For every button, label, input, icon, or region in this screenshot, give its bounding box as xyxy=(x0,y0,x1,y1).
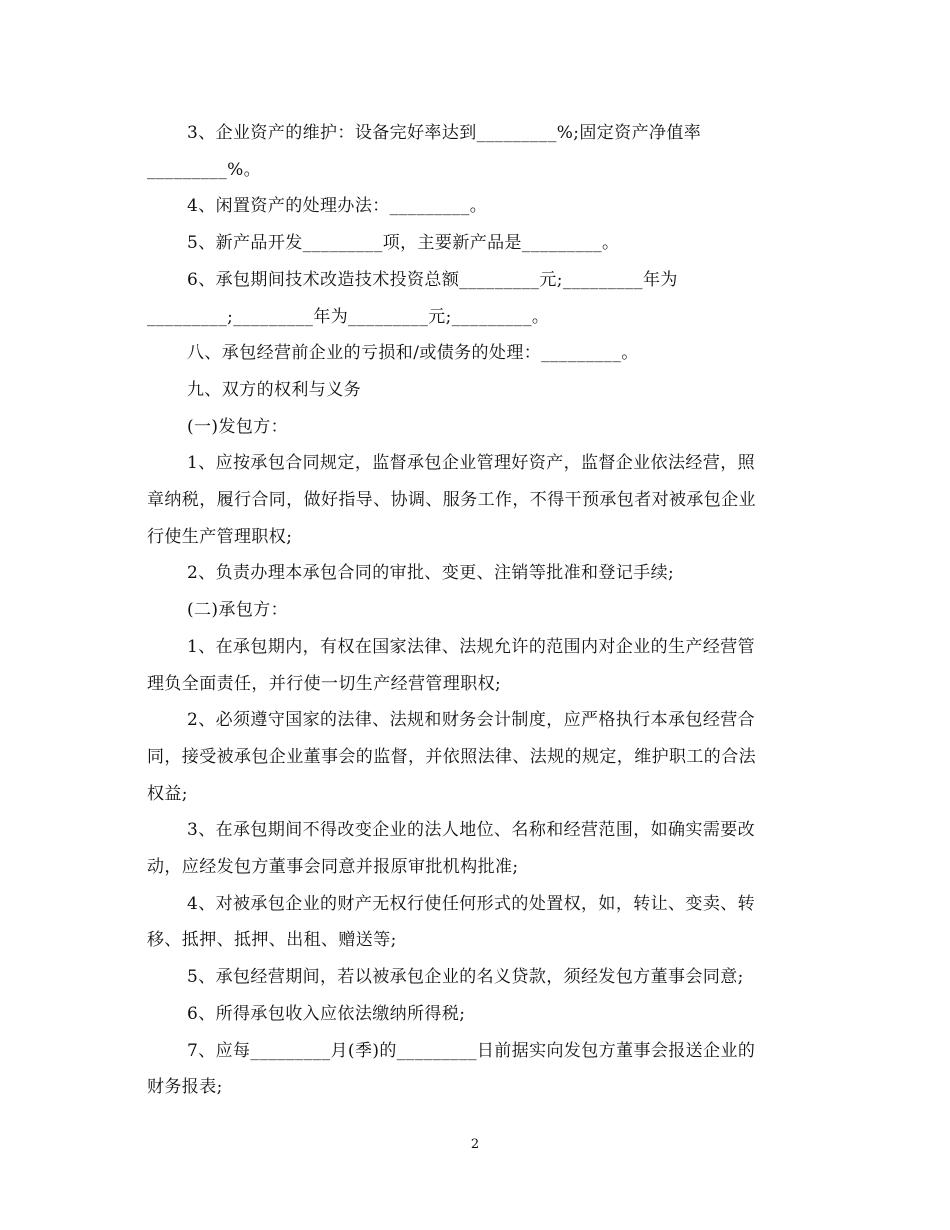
text-line: 5、承包经营期间，若以被承包企业的名义贷款，须经发包方董事会同意; xyxy=(187,967,744,988)
text-line: 财务报表; xyxy=(147,1077,223,1098)
text-line: 权益; xyxy=(147,783,188,804)
text-line: 4、对被承包企业的财产无权行使任何形式的处置权，如，转让、变卖、转 xyxy=(187,893,756,914)
text-line: 行使生产管理职权; xyxy=(147,526,293,547)
text-line: 7、应每_________月(季)的_________日前据实向发包方董事会报送企业的 xyxy=(187,1040,756,1061)
text-line: 章纳税，履行合同，做好指导、协调、服务工作，不得干预承包者对被承包企业 xyxy=(147,490,756,511)
text-line: _________;_________年为_________元;_________。 xyxy=(147,306,550,327)
text-line: 3、在承包期间不得改变企业的法人地位、名称和经营范围，如确实需要改 xyxy=(187,820,756,841)
text-line: (一)发包方： xyxy=(187,416,289,437)
text-line: 6、承包期间技术改造技术投资总额_________元;_________年为 xyxy=(187,269,678,290)
text-line: 2、负责办理本承包合同的审批、变更、注销等批准和登记手续; xyxy=(187,563,675,584)
text-line: 6、所得承包收入应依法缴纳所得税; xyxy=(187,1003,466,1024)
text-line: 同，接受被承包企业董事会的监督，并依照法律、法规的规定，维护职工的合法 xyxy=(147,746,756,767)
text-line: 1、在承包期内，有权在国家法律、法规允许的范围内对企业的生产经营管 xyxy=(187,636,756,657)
text-line: 九、双方的权利与义务 xyxy=(187,379,361,400)
text-line: 5、新产品开发_________项，主要新产品是_________。 xyxy=(187,233,620,254)
text-line: 1、应按承包合同规定，监督承包企业管理好资产，监督企业依法经营，照 xyxy=(187,453,756,474)
text-line: 移、抵押、抵押、出租、赠送等; xyxy=(147,930,397,951)
text-line: 动，应经发包方董事会同意并报原审批机构批准; xyxy=(147,857,519,878)
document-body xyxy=(147,115,802,1106)
text-line: 2、必须遵守国家的法律、法规和财务会计制度，应严格执行本承包经营合 xyxy=(187,710,756,731)
page-number: 2 xyxy=(470,1137,480,1152)
text-line: 理负全面责任，并行使一切生产经营管理职权; xyxy=(147,673,502,694)
text-line: 八、承包经营前企业的亏损和/或债务的处理：_________。 xyxy=(187,343,639,364)
text-line: 4、闲置资产的处理办法：_________。 xyxy=(187,196,488,217)
text-line: (二)承包方： xyxy=(187,600,289,621)
text-line: _________%。 xyxy=(147,159,262,180)
text-line: 3、企业资产的维护：设备完好率达到_________%;固定资产净值率 xyxy=(187,123,702,143)
